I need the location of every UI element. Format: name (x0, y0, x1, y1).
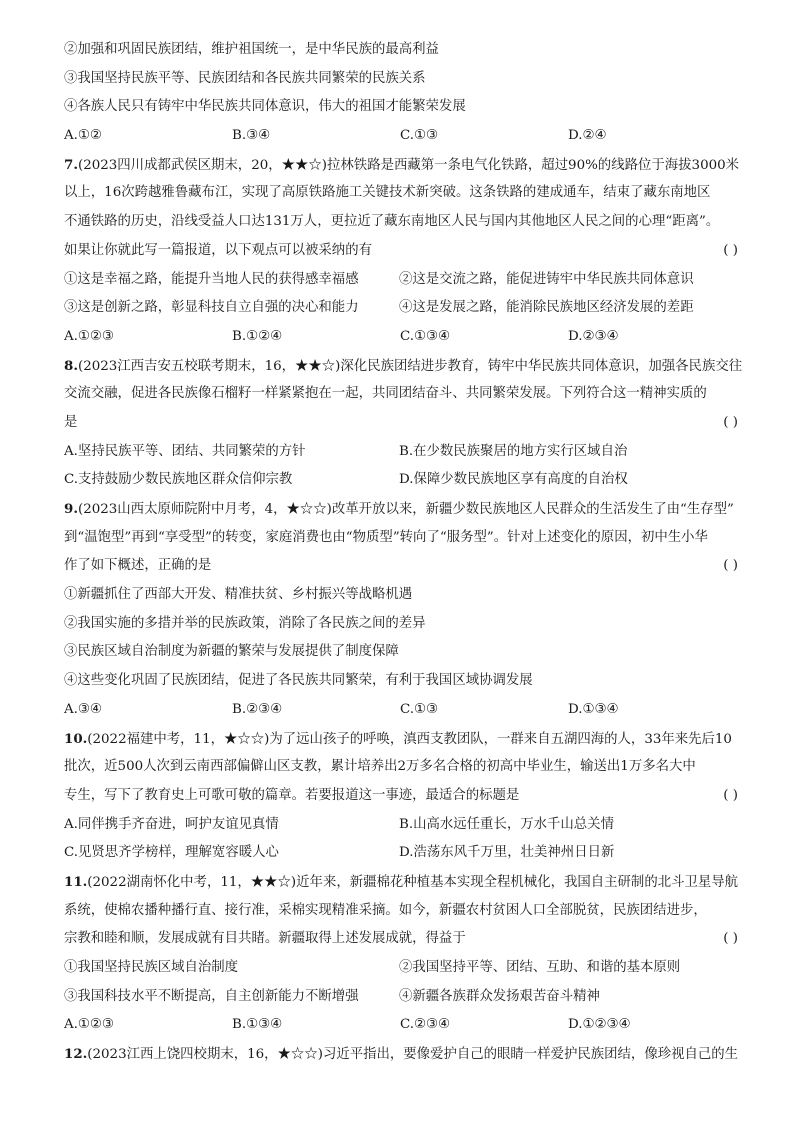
statement-row (64, 983, 750, 1012)
statement: ①我国坚持民族区域自治制度 (64, 960, 239, 975)
answer-options-row (64, 839, 750, 868)
question-number: 10. (64, 730, 88, 747)
option-a: A.同伴携手齐奋进，呵护友谊见真情 (64, 816, 279, 832)
question-stem-line: 以上，16次跨越雅鲁藏布江，实现了高原铁路施工关键技术新突破。这条铁路的建成通车，结束了藏东南地区 (64, 185, 711, 201)
option-d: D.①③④ (568, 701, 619, 717)
question-number: 8. (64, 357, 78, 374)
statement: ②我国实施的多措并举的民族政策，消除了各民族之间的差异 (64, 615, 426, 631)
statement: ③我国坚持民族平等、民族团结和各民族共同繁荣的民族关系 (64, 70, 426, 86)
option-d: D.②③④ (568, 328, 619, 344)
question-stem-line: 批次，近500人次到云南西部偏僻山区支教，累计培养出2万多名合格的初高中毕业生，输送出1万多名大中 (64, 759, 696, 775)
option-d: D.②④ (568, 128, 607, 144)
statement-row (64, 266, 750, 295)
answer-blank: ( ) (723, 931, 738, 947)
exam-page (64, 36, 750, 1069)
statement: ②加强和巩固民族团结，维护祖国统一，是中华民族的最高利益 (64, 42, 439, 57)
option-d: D.浩荡东风千万里，壮美神州日日新 (399, 845, 615, 861)
question-stem-line: 专生，写下了教育史上可歌可敬的篇章。若要报道这一事迹，最适合的标题是 (64, 787, 520, 803)
question-stem-line: 作了如下概述，正确的是 (64, 558, 212, 574)
question-stem-line: 系统，使棉农播种播行直、接行准，采棉实现精准采摘。如今，新疆农村贫困人口全部脱贫，民族团结进步， (64, 902, 707, 918)
option-d: D.保障少数民族地区享有高度的自治权 (399, 472, 628, 488)
option-c: C.①③ (400, 701, 439, 717)
question-7 (64, 151, 750, 352)
answer-blank: ( ) (723, 558, 738, 574)
question-number: 7. (64, 156, 78, 173)
statement: ③这是创新之路，彰显科技自立自强的决心和能力 (64, 300, 359, 316)
answer-options (64, 1011, 750, 1040)
option-c: C.①③④ (400, 328, 451, 344)
answer-options-row (64, 438, 750, 467)
question-stem-line: (2022湖南怀化中考，11，★★☆)近年来，新疆棉花种植基本实现全程机械化，我国自主研制的北斗卫星导航 (87, 874, 739, 890)
question-number: 12. (64, 1046, 88, 1063)
option-b: B.山高水远任重长，万水千山总关情 (399, 816, 614, 832)
question-stem-line: 交流交融，促进各民族像石榴籽一样紧紧抱在一起，共同团结奋斗、共同繁荣发展。下列符合这一精神实质的 (64, 386, 707, 402)
question-11 (64, 868, 750, 1040)
question-stem-line: 到“温饱型”再到“享受型”的转变，家庭消费也由“物质型”转向了“服务型”。针对上述变化的原因，初中生小华 (64, 529, 708, 545)
answer-options-row (64, 466, 750, 495)
option-a: A.坚持民族平等、团结、共同繁荣的方针 (64, 443, 306, 459)
option-a: A.①② (64, 128, 102, 144)
option-c: C.支持鼓励少数民族地区群众信仰宗教 (64, 472, 293, 488)
question-stem-line: (2022福建中考，11，★☆☆)为了远山孩子的呼唤，滇西支教团队，一群来自五湖四海的人，33年来先后10 (87, 731, 732, 747)
answer-blank: ( ) (723, 787, 738, 803)
question-stem-line: 如果让你就此写一篇报道，以下观点可以被采纳的有 (64, 242, 372, 258)
option-c: C.②③④ (400, 1017, 451, 1033)
question-stem-line: (2023四川成都武侯区期末，20，★★☆)拉林铁路是西藏第一条电气化铁路，超过90%的线路位于海拔3000米 (77, 157, 740, 173)
question-stem-line: (2023山西太原师院附中月考，4，★☆☆)改革开放以来，新疆少数民族地区人民群众的生活发生了由“生存型” (77, 502, 734, 517)
question-stem-line: 宗教和睦和顺，发展成就有目共睹。新疆取得上述发展成就，得益于 (64, 931, 466, 947)
answer-blank: ( ) (723, 414, 738, 430)
question-8 (64, 352, 750, 495)
question-9 (64, 495, 750, 725)
answer-options (64, 323, 750, 352)
statement-row (64, 294, 750, 323)
option-a: A.③④ (64, 701, 102, 717)
option-d: D.①②③④ (568, 1017, 631, 1033)
statement: ③我国科技水平不断提高，自主创新能力不断增强 (64, 988, 359, 1004)
question-number: 11. (64, 873, 88, 890)
option-b: B.③④ (232, 128, 271, 144)
answer-options (64, 696, 750, 725)
option-c: C.①③ (400, 128, 439, 144)
statement: ③民族区域自治制度为新疆的繁荣与发展提供了制度保障 (64, 644, 399, 660)
question-10 (64, 725, 750, 868)
statement: ②我国坚持平等、团结、互助、和谐的基本原则 (399, 960, 681, 975)
statement: ②这是交流之路，能促进铸牢中华民族共同体意识 (399, 271, 694, 287)
statement: ④各族人民只有铸牢中华民族共同体意识，伟大的祖国才能繁荣发展 (64, 99, 466, 115)
statement: ①新疆抓住了西部大开发、精准扶贫、乡村振兴等战略机遇 (64, 587, 413, 603)
question-stem-line: (2023江西上饶四校期末，16，★☆☆)习近平指出，要像爱护自己的眼睛一样爱护民族团结，像珍视自己的生 (87, 1047, 739, 1063)
option-a: A.①②③ (64, 1017, 114, 1033)
option-b: B.①③④ (232, 1017, 283, 1033)
answer-blank: ( ) (723, 242, 738, 258)
statement: ④这些变化巩固了民族团结，促进了各民族共同繁荣，有利于我国区域协调发展 (64, 673, 533, 689)
question-stem-line: 不通铁路的历史，沿线受益人口达131万人，更拉近了藏东南地区人民与国内其他地区人民之间的心理“距离”。 (64, 214, 720, 230)
statement: ④新疆各族群众发扬艰苦奋斗精神 (399, 988, 600, 1004)
question-6-tail (64, 36, 750, 151)
question-12 (64, 1040, 750, 1069)
answer-options (64, 122, 750, 151)
question-number: 9. (64, 501, 78, 517)
question-stem-line: (2023江西吉安五校联考期末，16，★★☆)深化民族团结进步教育，铸牢中华民族共同体意识，加强各民族交往 (77, 358, 743, 374)
question-stem-line: 是 (64, 414, 78, 430)
answer-options-row (64, 811, 750, 840)
option-b: B.②③④ (232, 701, 283, 717)
option-b: B.在少数民族聚居的地方实行区域自治 (399, 443, 628, 459)
statement: ①这是幸福之路，能提升当地人民的获得感幸福感 (64, 271, 359, 287)
option-c: C.见贤思齐学榜样，理解宽容暖人心 (64, 845, 279, 861)
option-b: B.①②④ (232, 328, 283, 344)
option-a: A.①②③ (64, 328, 114, 344)
statement-row (64, 954, 750, 983)
statement: ④这是发展之路，能消除民族地区经济发展的差距 (399, 300, 694, 316)
